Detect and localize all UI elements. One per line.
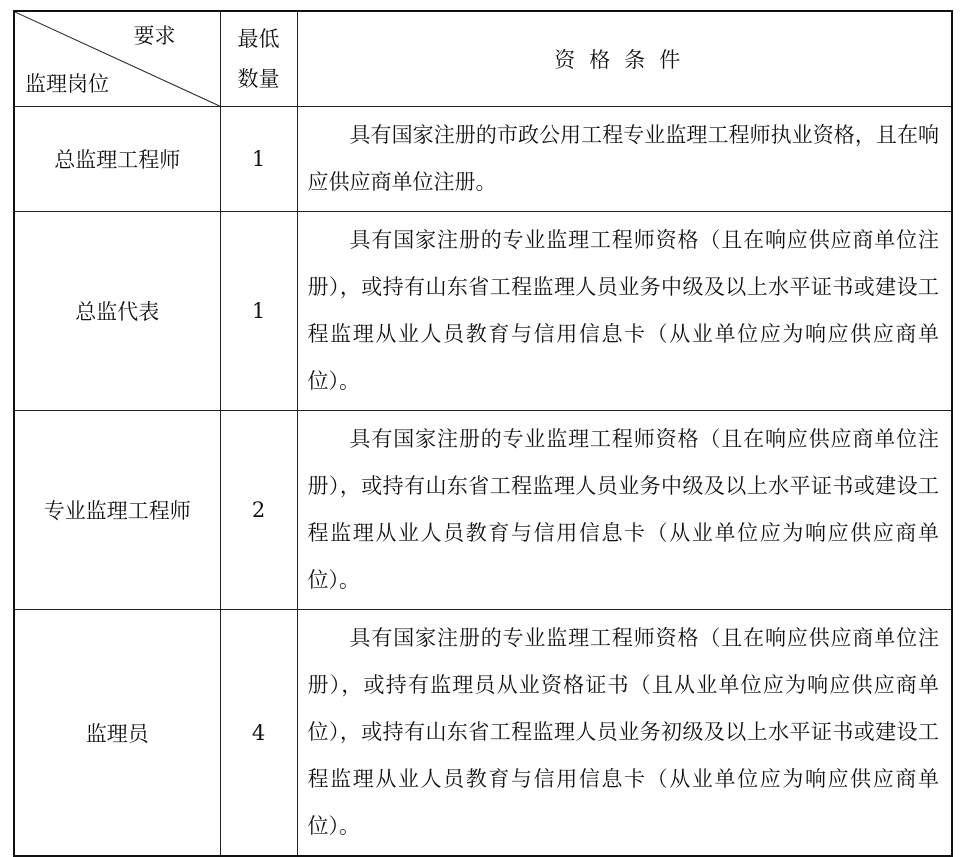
header-requirement-label: 要求 bbox=[133, 24, 176, 48]
table-row bbox=[14, 107, 952, 212]
header-min-qty-line2: 数量 bbox=[237, 67, 280, 91]
requirement-cell: 具有国家注册的专业监理工程师资格（且在响应供应商单位注册），或持有监理员从业资格证书（且从业单位应为响应供应商单位），或持有山东省工程监理人员业务初级及以上水平证书或建设工程监理从业人员教育与信用信息卡（从业单位应为响应供应商单位）。 bbox=[297, 610, 952, 857]
requirement-cell: 具有国家注册的专业监理工程师资格（且在响应供应商单位注册），或持有山东省工程监理人员业务中级及以上水平证书或建设工程监理从业人员教育与信用信息卡（从业单位应为响应供应商单位）。 bbox=[297, 411, 952, 610]
table-row bbox=[14, 212, 952, 411]
table-header-row bbox=[14, 11, 952, 107]
position-cell: 监理员 bbox=[14, 610, 220, 857]
requirement-cell: 具有国家注册的市政公用工程专业监理工程师执业资格，且在响应供应商单位注册。 bbox=[297, 107, 952, 212]
position-cell: 总监理工程师 bbox=[14, 107, 220, 212]
table-row bbox=[14, 610, 952, 857]
header-min-qty-line1: 最低 bbox=[237, 27, 280, 51]
quantity-cell: 4 bbox=[220, 610, 297, 857]
header-position-label: 监理岗位 bbox=[25, 72, 109, 96]
quantity-cell: 1 bbox=[220, 107, 297, 212]
position-cell: 专业监理工程师 bbox=[14, 411, 220, 610]
header-conditions: 资格条件 bbox=[297, 11, 952, 107]
qualification-table bbox=[13, 10, 953, 857]
requirement-cell: 具有国家注册的专业监理工程师资格（且在响应供应商单位注册），或持有山东省工程监理人员业务中级及以上水平证书或建设工程监理从业人员教育与信用信息卡（从业单位应为响应供应商单位）。 bbox=[297, 212, 952, 411]
quantity-cell: 2 bbox=[220, 411, 297, 610]
table-row bbox=[14, 411, 952, 610]
position-cell: 总监代表 bbox=[14, 212, 220, 411]
header-corner-cell bbox=[14, 11, 220, 107]
quantity-cell: 1 bbox=[220, 212, 297, 411]
header-min-qty bbox=[220, 11, 297, 107]
